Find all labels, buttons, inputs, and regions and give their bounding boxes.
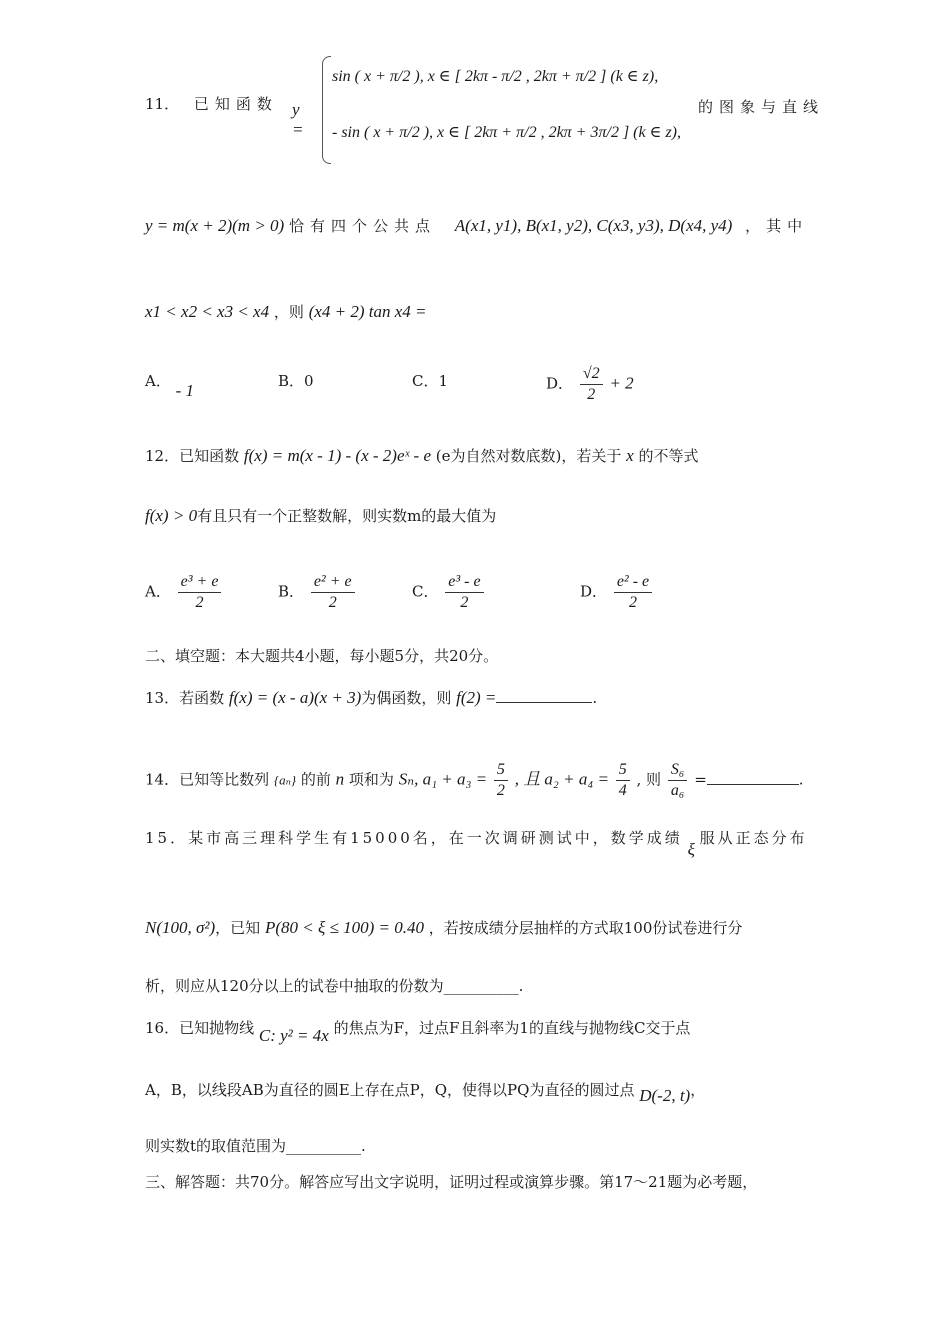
q12-option-b — [278, 572, 357, 613]
q11-case1: sin ( x + π/2 ), x ∈ [ 2kπ - π/2 , 2kπ + π/2 ] (k ∈ z), — [332, 68, 659, 85]
fraction-denominator: 4 — [618, 782, 627, 799]
fraction-numerator: S₆ — [668, 760, 688, 781]
q13-func: f(x) = (x - a)(x + 3) — [228, 688, 362, 707]
q15-line2-end: ，若按成绩分层抽样的方式取100份试卷进行分 — [428, 919, 743, 937]
fraction-numerator: √2 — [580, 364, 603, 385]
q12-option-d — [580, 572, 654, 613]
option-label: B． — [278, 582, 305, 601]
fraction-numerator: 5 — [494, 760, 508, 781]
option-fraction — [178, 572, 222, 613]
q11-line2-text: 恰有四个公共点 — [289, 217, 437, 235]
fraction-numerator: e² - e — [614, 572, 652, 593]
q14-text2: 的前 — [300, 770, 331, 789]
fraction-denominator: a₆ — [670, 782, 685, 799]
q11-brace — [322, 56, 331, 164]
option-label: A． — [145, 372, 171, 390]
q12-line2 — [145, 506, 496, 526]
q14-eq: = — [694, 770, 707, 789]
q14-ask-frac — [668, 760, 688, 801]
q11-points: A(x1, y1), B(x1, y2), C(x3, y3), D(x4, y4) — [454, 216, 733, 235]
option-tail: + 2 — [609, 373, 634, 393]
q14-blank[interactable] — [707, 784, 799, 785]
q12-func: f(x) = m(x - 1) - (x - 2)eˣ - e — [243, 446, 431, 465]
option-label: D． — [580, 582, 608, 601]
q16-point: D(-2, t) — [639, 1086, 691, 1105]
q14-frac2 — [616, 760, 630, 801]
q12-option-c — [412, 572, 486, 613]
q11-line2-end: ，其中 — [745, 217, 809, 235]
q12-note: (e为自然对数底数)，若关于 — [435, 447, 622, 465]
q16-number: 16． — [145, 1019, 180, 1037]
q15-text: 15．某市高三理科学生有15000名，在一次调研测试中，数学成绩 — [145, 829, 683, 847]
q11-line-eq: y = m(x + 2)(m > 0) — [145, 216, 285, 235]
q15-line2 — [145, 918, 742, 938]
q15-end: . — [518, 977, 524, 995]
q14-text3: 项和为 — [348, 770, 394, 789]
q14-seq: {aₙ} — [273, 772, 297, 788]
q11-option-d — [546, 364, 634, 405]
q13-text2: 为偶函数，则 — [361, 689, 452, 707]
fraction-denominator: 2 — [460, 594, 469, 611]
q12-text2: 的不等式 — [638, 447, 699, 465]
q11-line3-text: ，则 — [273, 303, 304, 321]
option-label: C． — [412, 582, 439, 601]
option-label: A． — [145, 582, 171, 601]
q14-number: 14． — [145, 770, 180, 789]
q11-option-a — [145, 370, 195, 400]
q16-end: . — [361, 1137, 366, 1155]
q12-text1: 已知函数 — [179, 447, 240, 465]
q14-end: . — [798, 770, 804, 789]
q15-line3 — [145, 976, 523, 996]
q12-text3: 有且只有一个正整数解，则实数m的最大值为 — [197, 507, 497, 525]
fraction-denominator: 2 — [328, 594, 337, 611]
q11-line3 — [145, 302, 427, 322]
q12-option-a — [145, 572, 223, 613]
option-fraction — [614, 572, 652, 613]
section3-heading: 三、解答题：共70分。解答应写出文字说明，证明过程或演算步骤。第17～21题为必考题， — [145, 1173, 758, 1191]
q14-cond2: , 且 a₂ + a₄ = — [514, 769, 609, 789]
q13-number: 13． — [145, 689, 180, 707]
q11-order: x1 < x2 < x3 < x4 — [145, 302, 270, 321]
fraction-denominator: 2 — [195, 594, 204, 611]
q11-option-b: B．0 — [278, 372, 314, 390]
q11-line2 — [145, 216, 808, 236]
q16-line3-text: 则实数t的取值范围为 — [145, 1137, 287, 1155]
q16-line2 — [145, 1080, 706, 1105]
q16-line1 — [145, 1018, 691, 1045]
q15-xi: ξ — [687, 840, 695, 859]
q15-line1 — [145, 828, 808, 859]
q15-blank[interactable]: __________ — [443, 977, 519, 995]
option-value: - 1 — [175, 381, 195, 400]
q11-option-c: C．1 — [412, 372, 449, 390]
q11-number: 11． — [145, 95, 180, 113]
q13-blank[interactable] — [496, 702, 592, 703]
q15-known: ，已知 — [215, 919, 261, 937]
q11-case2: - sin ( x + π/2 ), x ∈ [ 2kπ + π/2 , 2kπ + 3π/2 ] (k ∈ z), — [332, 124, 681, 141]
fraction-numerator: e³ + e — [178, 572, 222, 593]
q12-var: x — [626, 446, 634, 465]
fraction-numerator: e³ - e — [445, 572, 483, 593]
q15-dist: N(100, σ²) — [145, 918, 216, 937]
option-fraction — [580, 364, 603, 405]
option-label: D． — [546, 374, 574, 393]
q14-frac1 — [494, 760, 508, 801]
section2-heading: 二、填空题：本大题共4小题，每小题5分，共20分。 — [145, 647, 499, 665]
q15-prob: P(80 < ξ ≤ 100) = 0.40 — [264, 918, 424, 937]
q12-cond: f(x) > 0 — [145, 506, 198, 525]
q16-line2-end: ， — [690, 1081, 706, 1099]
q16-line3 — [145, 1136, 366, 1156]
q13-ask: f(2) = — [456, 688, 497, 707]
q14-line — [145, 760, 804, 801]
q11-line1 — [145, 94, 278, 114]
q11-tail: 的图象与直线 — [698, 98, 825, 116]
q14-cond1: Sₙ, a₁ + a₃ = — [398, 769, 488, 789]
q15-line1-end: 服从正态分布 — [699, 829, 808, 847]
q12-number: 12． — [145, 447, 180, 465]
q11-y-eq: y = — [292, 100, 304, 139]
q14-text: 已知等比数列 — [179, 770, 270, 789]
q14-n: n — [335, 769, 345, 789]
q11-lead: 已知函数 — [193, 95, 278, 113]
q16-blank[interactable]: __________ — [286, 1137, 362, 1155]
q16-curve: C: y² = 4x — [258, 1026, 329, 1045]
fraction-denominator: 2 — [628, 594, 637, 611]
fraction-numerator: 5 — [616, 760, 630, 781]
q13-end: . — [592, 689, 598, 707]
q12-line1 — [145, 446, 699, 466]
fraction-numerator: e² + e — [311, 572, 355, 593]
option-fraction — [311, 572, 355, 613]
q16-line2-text: A，B，以线段AB为直径的圆E上存在点P，Q，使得以PQ为直径的圆过点 — [145, 1081, 635, 1099]
q16-text1: 已知抛物线 — [179, 1019, 255, 1037]
q11-ask: (x4 + 2) tan x4 = — [308, 302, 427, 321]
q13-line — [145, 688, 597, 708]
q14-then: , 则 — [636, 770, 662, 789]
q16-text2: 的焦点为F，过点F且斜率为1的直线与抛物线C交于点 — [333, 1019, 691, 1037]
fraction-denominator: 2 — [496, 782, 505, 799]
q13-text: 若函数 — [179, 689, 225, 707]
q15-line3-text: 析，则应从120分以上的试卷中抽取的份数为 — [145, 977, 444, 995]
option-fraction — [445, 572, 483, 613]
fraction-denominator: 2 — [587, 386, 596, 403]
